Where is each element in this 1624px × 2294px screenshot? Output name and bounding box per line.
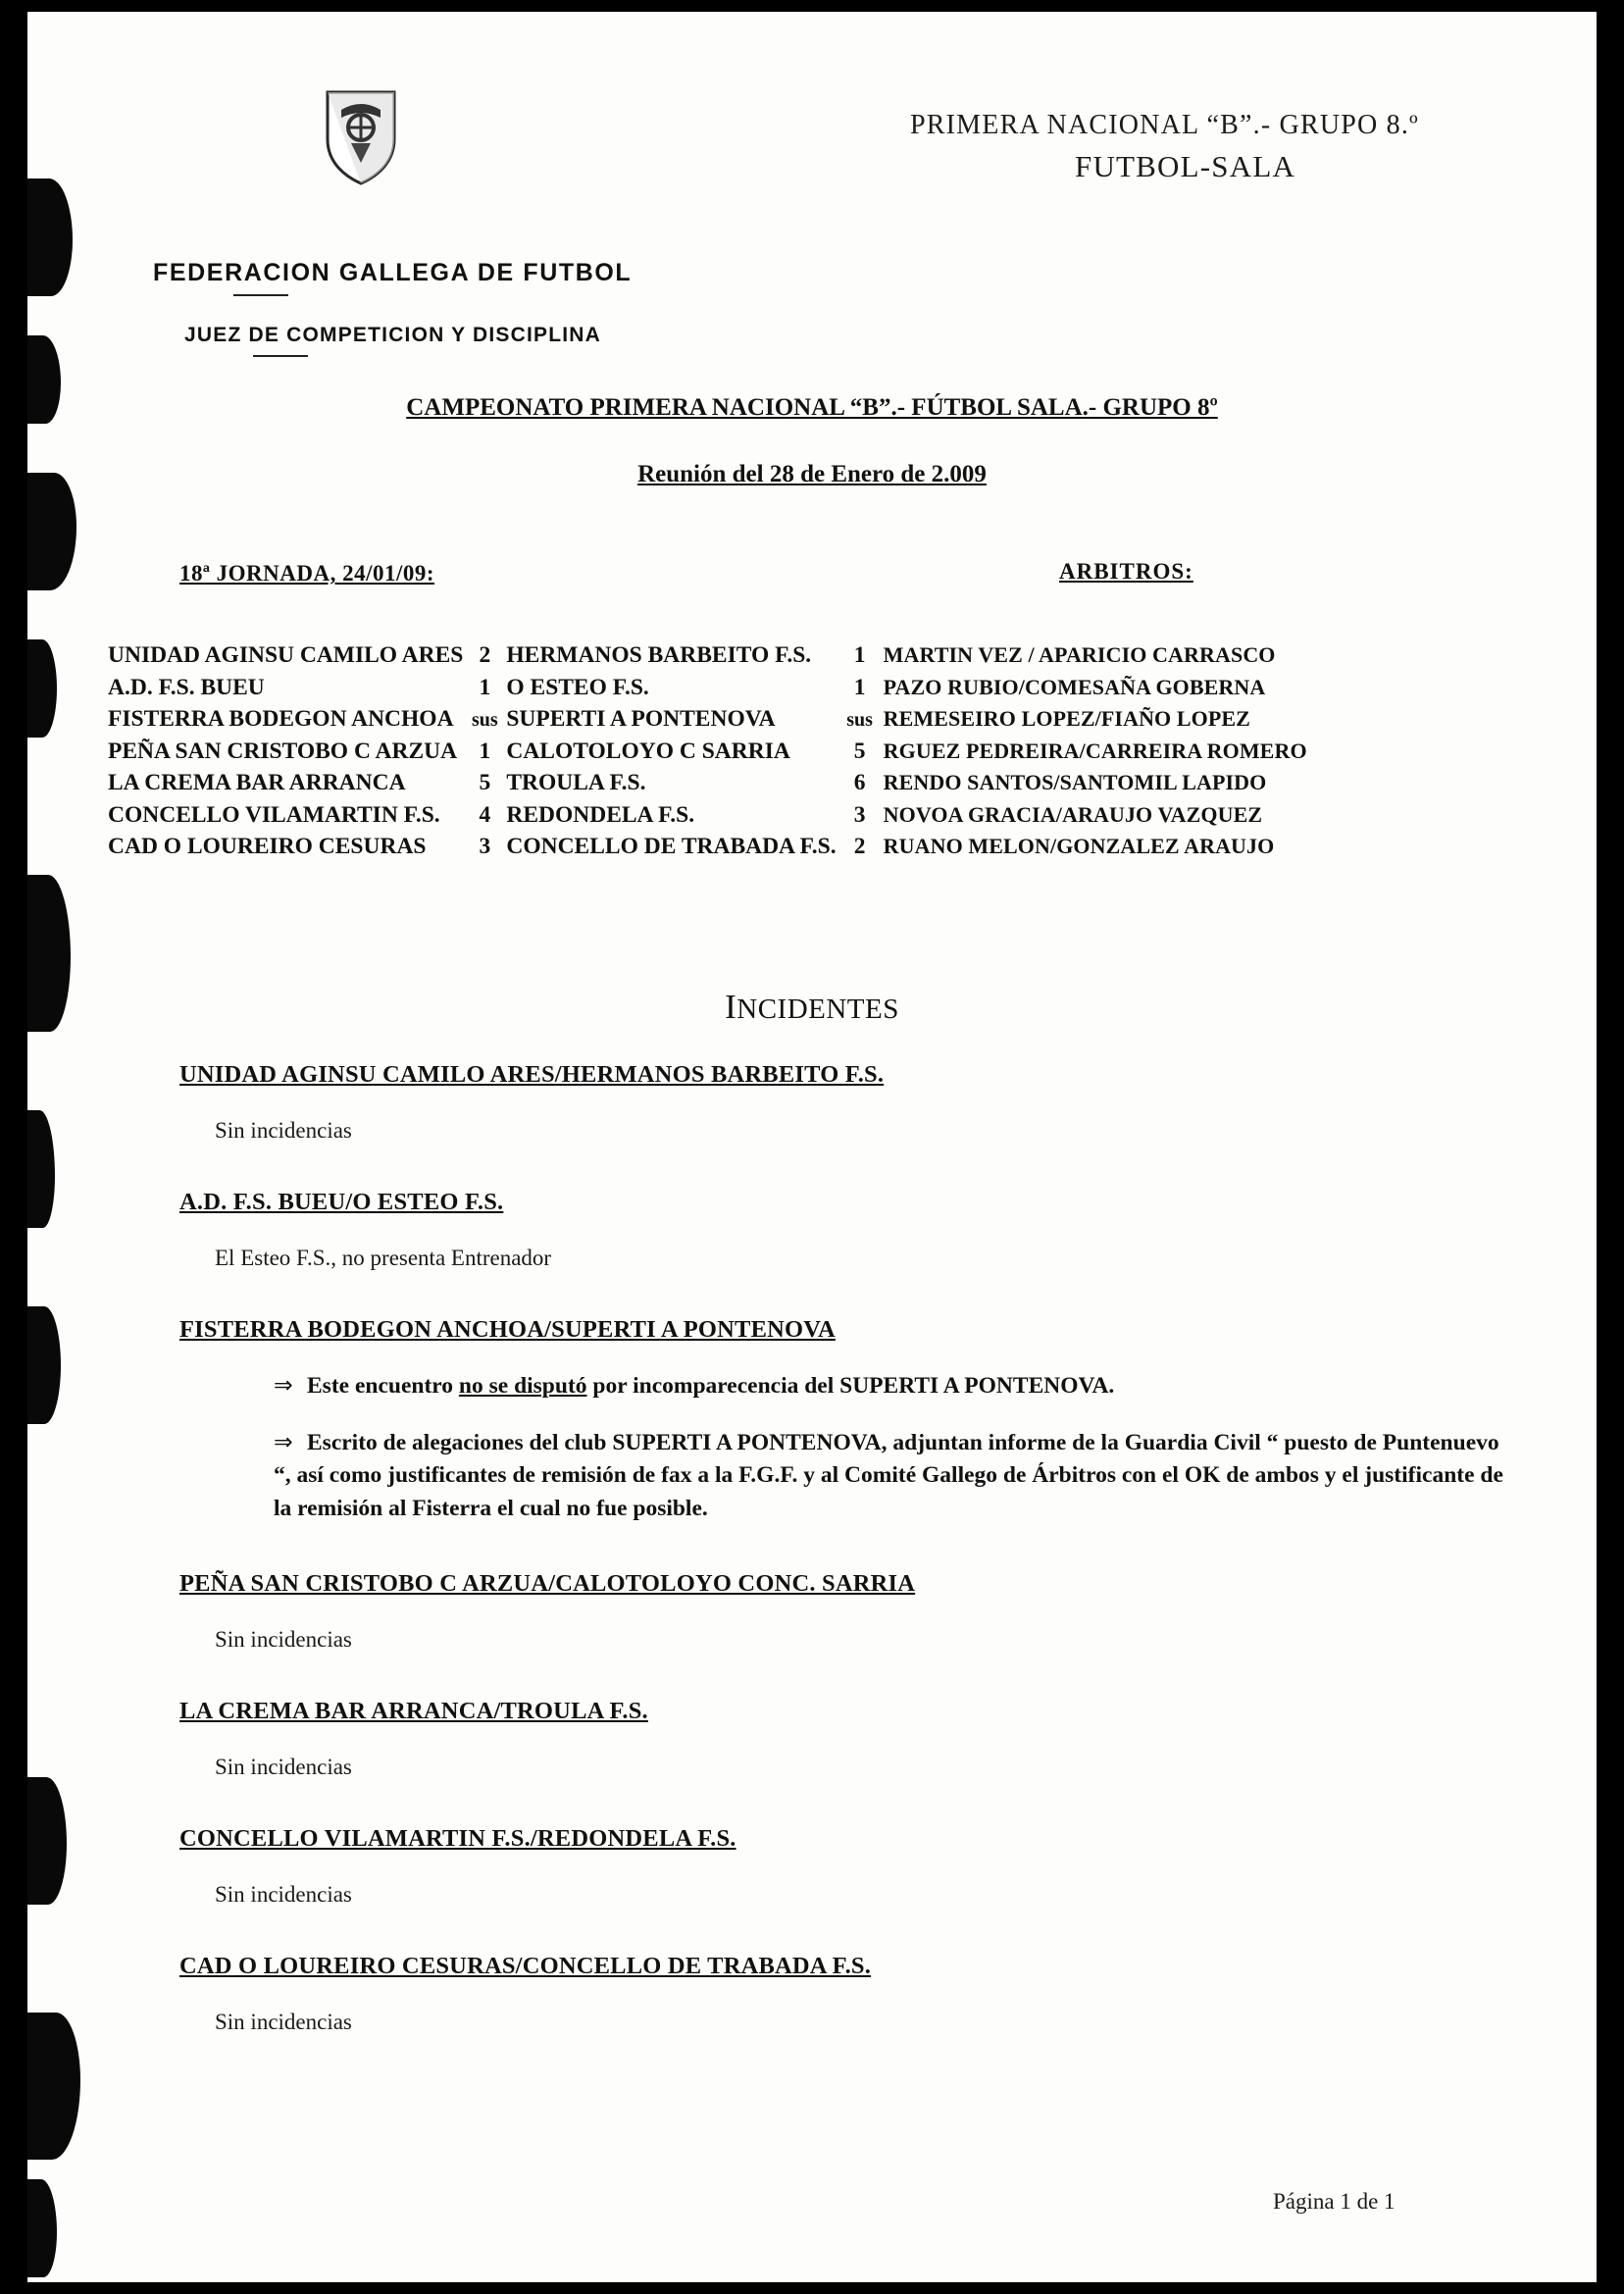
page-tear-artifact	[27, 1306, 61, 1424]
home-score: 1	[479, 674, 491, 700]
incident-match-title: A.D. F.S. BUEU/O ESTEO F.S.	[179, 1189, 504, 1215]
bullet1-post: por incomparecencia del SUPERTI A PONTENOVA.	[586, 1373, 1115, 1399]
incidents-title-initial: I	[725, 988, 737, 1026]
department-name: JUEZ DE COMPETICION Y DISCIPLINA	[184, 324, 602, 346]
incident-bullet-1	[274, 1371, 1503, 1400]
table-row	[108, 767, 1307, 799]
page-tear-artifact	[27, 2013, 80, 2160]
incident-match-title: PEÑA SAN CRISTOBO C ARZUA/CALOTOLOYO CONC. SARRIA	[179, 1570, 916, 1598]
competition-subline: FUTBOL-SALA	[1075, 149, 1296, 183]
away-score: 5	[853, 738, 866, 764]
home-score: 1	[479, 738, 491, 764]
incident-note: Sin incidencias	[215, 1627, 352, 1653]
home-team: A.D. F.S. BUEU	[108, 674, 265, 700]
meeting-date: Reunión del 28 de Enero de 2.009	[637, 461, 987, 487]
incident-note: Sin incidencias	[215, 1882, 352, 1908]
page-tear-artifact	[27, 1777, 67, 1905]
incident-match-title: CAD O LOUREIRO CESURAS/CONCELLO DE TRABADA F.S.	[179, 1953, 872, 1980]
home-score: 3	[479, 834, 491, 860]
away-team: O ESTEO F.S.	[506, 674, 649, 700]
page-tear-artifact	[27, 473, 76, 590]
incident-match-title: LA CREMA BAR ARRANCA/TROULA F.S.	[179, 1698, 648, 1725]
referee-pair: REMESEIRO LOPEZ/FIAÑO LOPEZ	[883, 706, 1250, 732]
page-tear-artifact	[27, 639, 57, 738]
home-team: CONCELLO VILAMARTIN F.S.	[108, 801, 440, 828]
competition-line: PRIMERA NACIONAL “B”.- GRUPO 8.º	[910, 110, 1419, 140]
page-tear-artifact	[27, 1110, 55, 1228]
incidents-title-rest: NCIDENTES	[736, 994, 899, 1025]
document-header	[910, 110, 1557, 184]
results-table	[108, 639, 1307, 863]
home-team: PEÑA SAN CRISTOBO C ARZUA	[108, 738, 458, 764]
incident-note: Sin incidencias	[215, 1118, 352, 1143]
department-name-rule	[253, 355, 308, 357]
away-team: CALOTOLOYO C SARRIA	[506, 738, 790, 764]
home-team: FISTERRA BODEGON ANCHOA	[108, 706, 454, 733]
incident-match-title: UNIDAD AGINSU CAMILO ARES/HERMANOS BARBEITO F.S.	[179, 1061, 885, 1088]
away-score: 6	[853, 770, 866, 796]
away-score: 2	[853, 834, 866, 860]
referee-pair: RENDO SANTOS/SANTOMIL LAPIDO	[883, 770, 1267, 795]
incident-match-title: CONCELLO VILAMARTIN F.S./REDONDELA F.S.	[179, 1825, 736, 1853]
home-score: 4	[479, 801, 491, 828]
table-row	[108, 703, 1307, 736]
table-row	[108, 672, 1307, 704]
away-team: TROULA F.S.	[506, 770, 646, 796]
table-row	[108, 639, 1307, 672]
table-row	[108, 831, 1307, 863]
referee-pair: PAZO RUBIO/COMESAÑA GOBERNA	[883, 674, 1266, 699]
scan-edge-artifact	[0, 0, 16, 2294]
bullet2-text: Escrito de alegaciones del club SUPERTI A PONTENOVA, adjuntan informe de la Guardia Civil “ puesto de Puntenuevo “, así como justificantes de remisión de fax a la F.G.F. y al Comité Gallego de Árbitros con el OK de ambos y el justificante de la remisión al Fisterra el cual no fue posible.	[274, 1430, 1503, 1521]
table-row	[108, 736, 1307, 768]
referee-pair: RGUEZ PEDREIRA/CARREIRA ROMERO	[883, 738, 1307, 763]
referees-header: ARBITROS:	[1059, 559, 1193, 584]
bullet1-pre: Este encuentro	[307, 1373, 459, 1399]
home-team: LA CREMA BAR ARRANCA	[108, 770, 406, 796]
away-team: HERMANOS BARBEITO F.S.	[506, 642, 812, 668]
incidents-section-title	[27, 988, 1597, 1027]
double-arrow-icon: ⇒	[274, 1373, 293, 1399]
away-team: REDONDELA F.S.	[506, 801, 695, 828]
page-tear-artifact	[27, 2179, 57, 2277]
page-footer: Página 1 de 1	[1273, 2189, 1396, 2214]
document-page	[27, 12, 1597, 2282]
home-team: UNIDAD AGINSU CAMILO ARES	[108, 642, 464, 668]
away-team: CONCELLO DE TRABADA F.S.	[506, 834, 837, 860]
home-team: CAD O LOUREIRO CESURAS	[108, 834, 427, 860]
home-score: 5	[479, 770, 491, 796]
incidents-body	[179, 1061, 1503, 2035]
away-score: sus	[846, 709, 873, 732]
matchday-label: 18ª JORNADA, 24/01/09:	[179, 561, 435, 586]
referee-pair: RUANO MELON/GONZALEZ ARAUJO	[883, 834, 1275, 859]
championship-title: CAMPEONATO PRIMERA NACIONAL “B”.- FÚTBOL SALA.- GRUPO 8º	[406, 394, 1218, 421]
away-score: 1	[853, 674, 866, 700]
incident-bullet-2	[274, 1427, 1503, 1525]
home-score: 2	[479, 642, 491, 668]
double-arrow-icon: ⇒	[274, 1430, 293, 1455]
table-row	[108, 799, 1307, 832]
referee-pair: NOVOA GRACIA/ARAUJO VAZQUEZ	[883, 801, 1263, 827]
away-score: 1	[853, 642, 866, 668]
federation-name-rule	[233, 294, 288, 296]
referee-pair: MARTIN VEZ / APARICIO CARRASCO	[883, 642, 1276, 667]
federation-name: FEDERACION GALLEGA DE FUTBOL	[153, 259, 633, 286]
incident-note: Sin incidencias	[215, 2010, 352, 2035]
page-tear-artifact	[27, 178, 73, 296]
bullet1-underlined: no se disputó	[458, 1373, 587, 1399]
incident-match-title: FISTERRA BODEGON ANCHOA/SUPERTI A PONTENOVA	[179, 1316, 836, 1343]
incident-note: Sin incidencias	[215, 1755, 352, 1780]
incident-note: El Esteo F.S., no presenta Entrenador	[215, 1246, 552, 1270]
home-score: sus	[472, 709, 498, 732]
away-team: SUPERTI A PONTENOVA	[506, 706, 776, 733]
federation-crest-icon	[322, 88, 400, 186]
away-score: 3	[853, 801, 866, 828]
